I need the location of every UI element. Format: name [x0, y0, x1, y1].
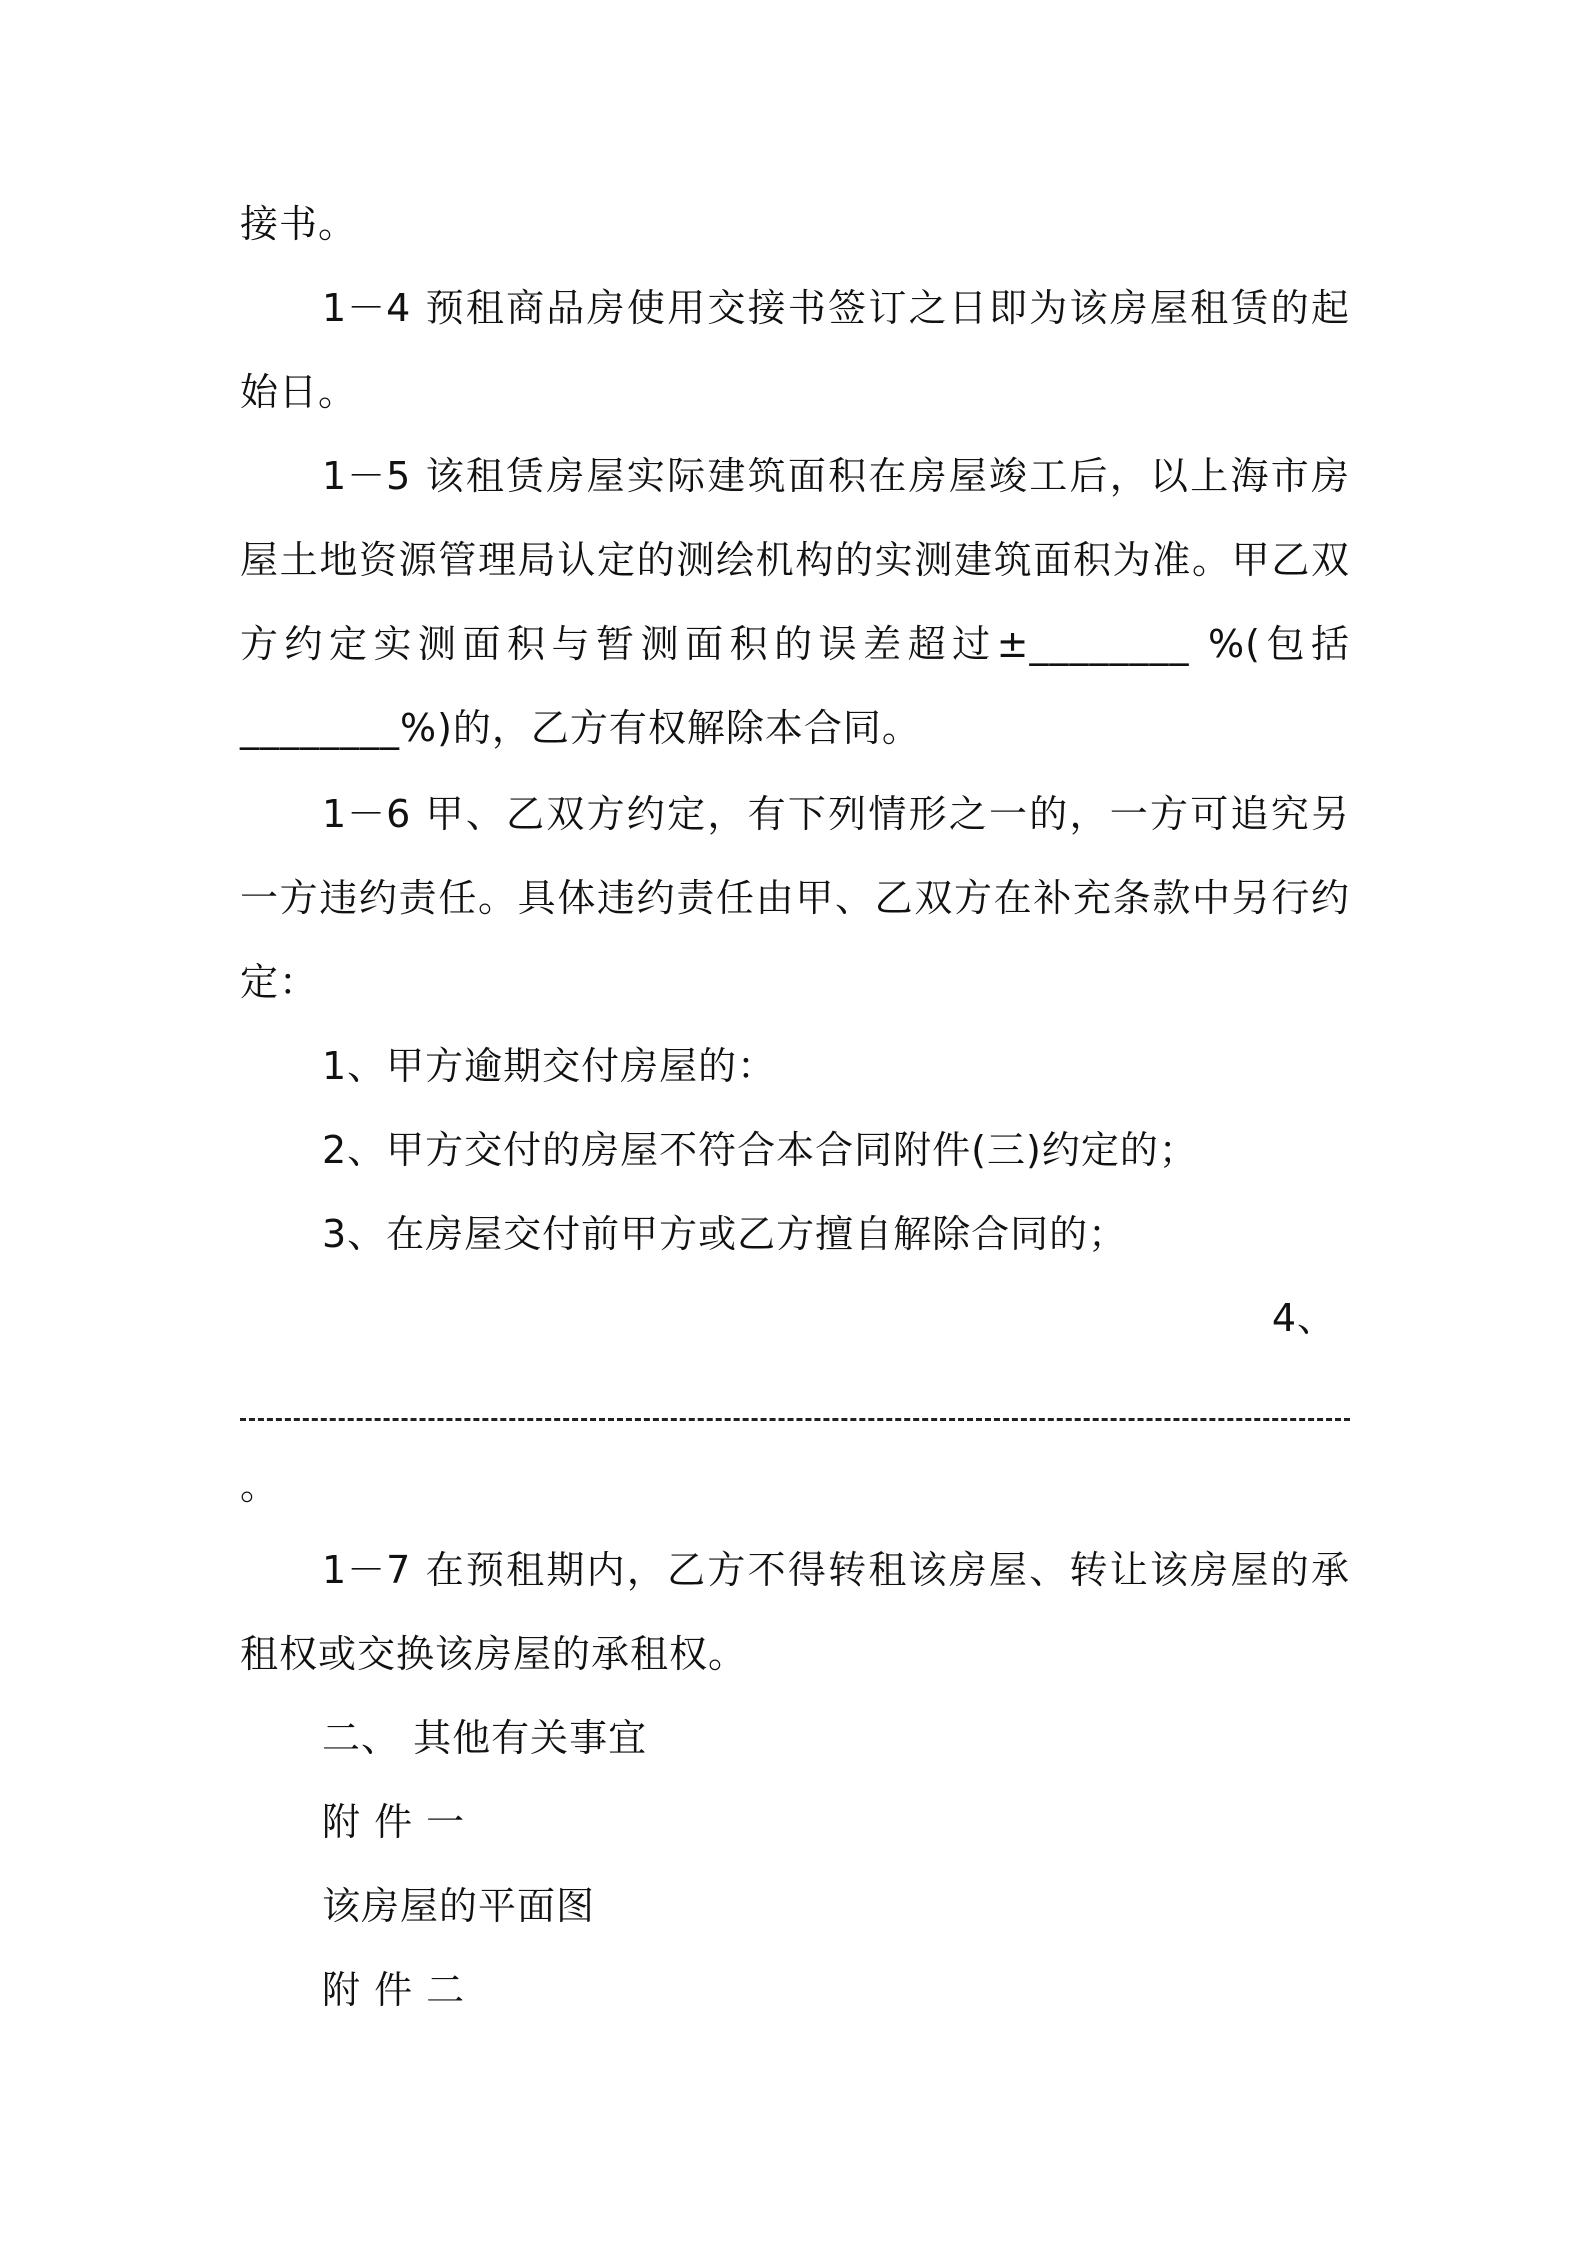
attachment-one-title: 该房屋的平面图 [322, 1884, 596, 1928]
clause-1-7-line-1: 1－7 在预租期内，乙方不得转租该房屋、转让该房屋的承 [322, 1548, 1350, 1592]
section-heading-other-matters: 二、 其他有关事宜 [322, 1716, 648, 1760]
clause-1-6-line-2: 一方违约责任。具体违约责任由甲、乙双方在补充条款中另行约 [240, 876, 1350, 920]
fill-in-blank-line [240, 1418, 1350, 1421]
clause-1-6-line-3: 定： [240, 960, 319, 1004]
attachment-two-heading: 附 件 二 [322, 1968, 466, 2012]
clause-1-5-line-3: 方约定实测面积与暂测面积的误差超过±________ %(包括 [240, 622, 1350, 666]
clause-1-7-line-2: 租权或交换该房屋的承租权。 [240, 1632, 748, 1676]
list-item-4-number: 4、 [1271, 1296, 1336, 1340]
list-item-4-end-mark: 。 [240, 1464, 280, 1508]
clause-1-5-line-1: 1－5 该租赁房屋实际建筑面积在房屋竣工后，以上海市房 [322, 454, 1350, 498]
clause-1-4-line-1: 1－4 预租商品房使用交接书签订之日即为该房屋租赁的起 [322, 286, 1350, 330]
attachment-one-heading: 附 件 一 [322, 1800, 466, 1844]
clause-1-5-line-2: 屋土地资源管理局认定的测绘机构的实测建筑面积为准。甲乙双 [240, 538, 1350, 582]
list-item-3: 3、在房屋交付前甲方或乙方擅自解除合同的； [322, 1212, 1128, 1256]
clause-1-6-line-1: 1－6 甲、乙双方约定，有下列情形之一的，一方可追究另 [322, 792, 1350, 836]
list-item-2: 2、甲方交付的房屋不符合本合同附件(三)约定的； [322, 1128, 1198, 1172]
list-item-1: 1、甲方逾期交付房屋的： [322, 1044, 777, 1088]
clause-1-5-line-4: ________%)的，乙方有权解除本合同。 [240, 706, 921, 750]
clause-1-4-line-2: 始日。 [240, 370, 358, 414]
text-line: 接书。 [240, 202, 358, 246]
